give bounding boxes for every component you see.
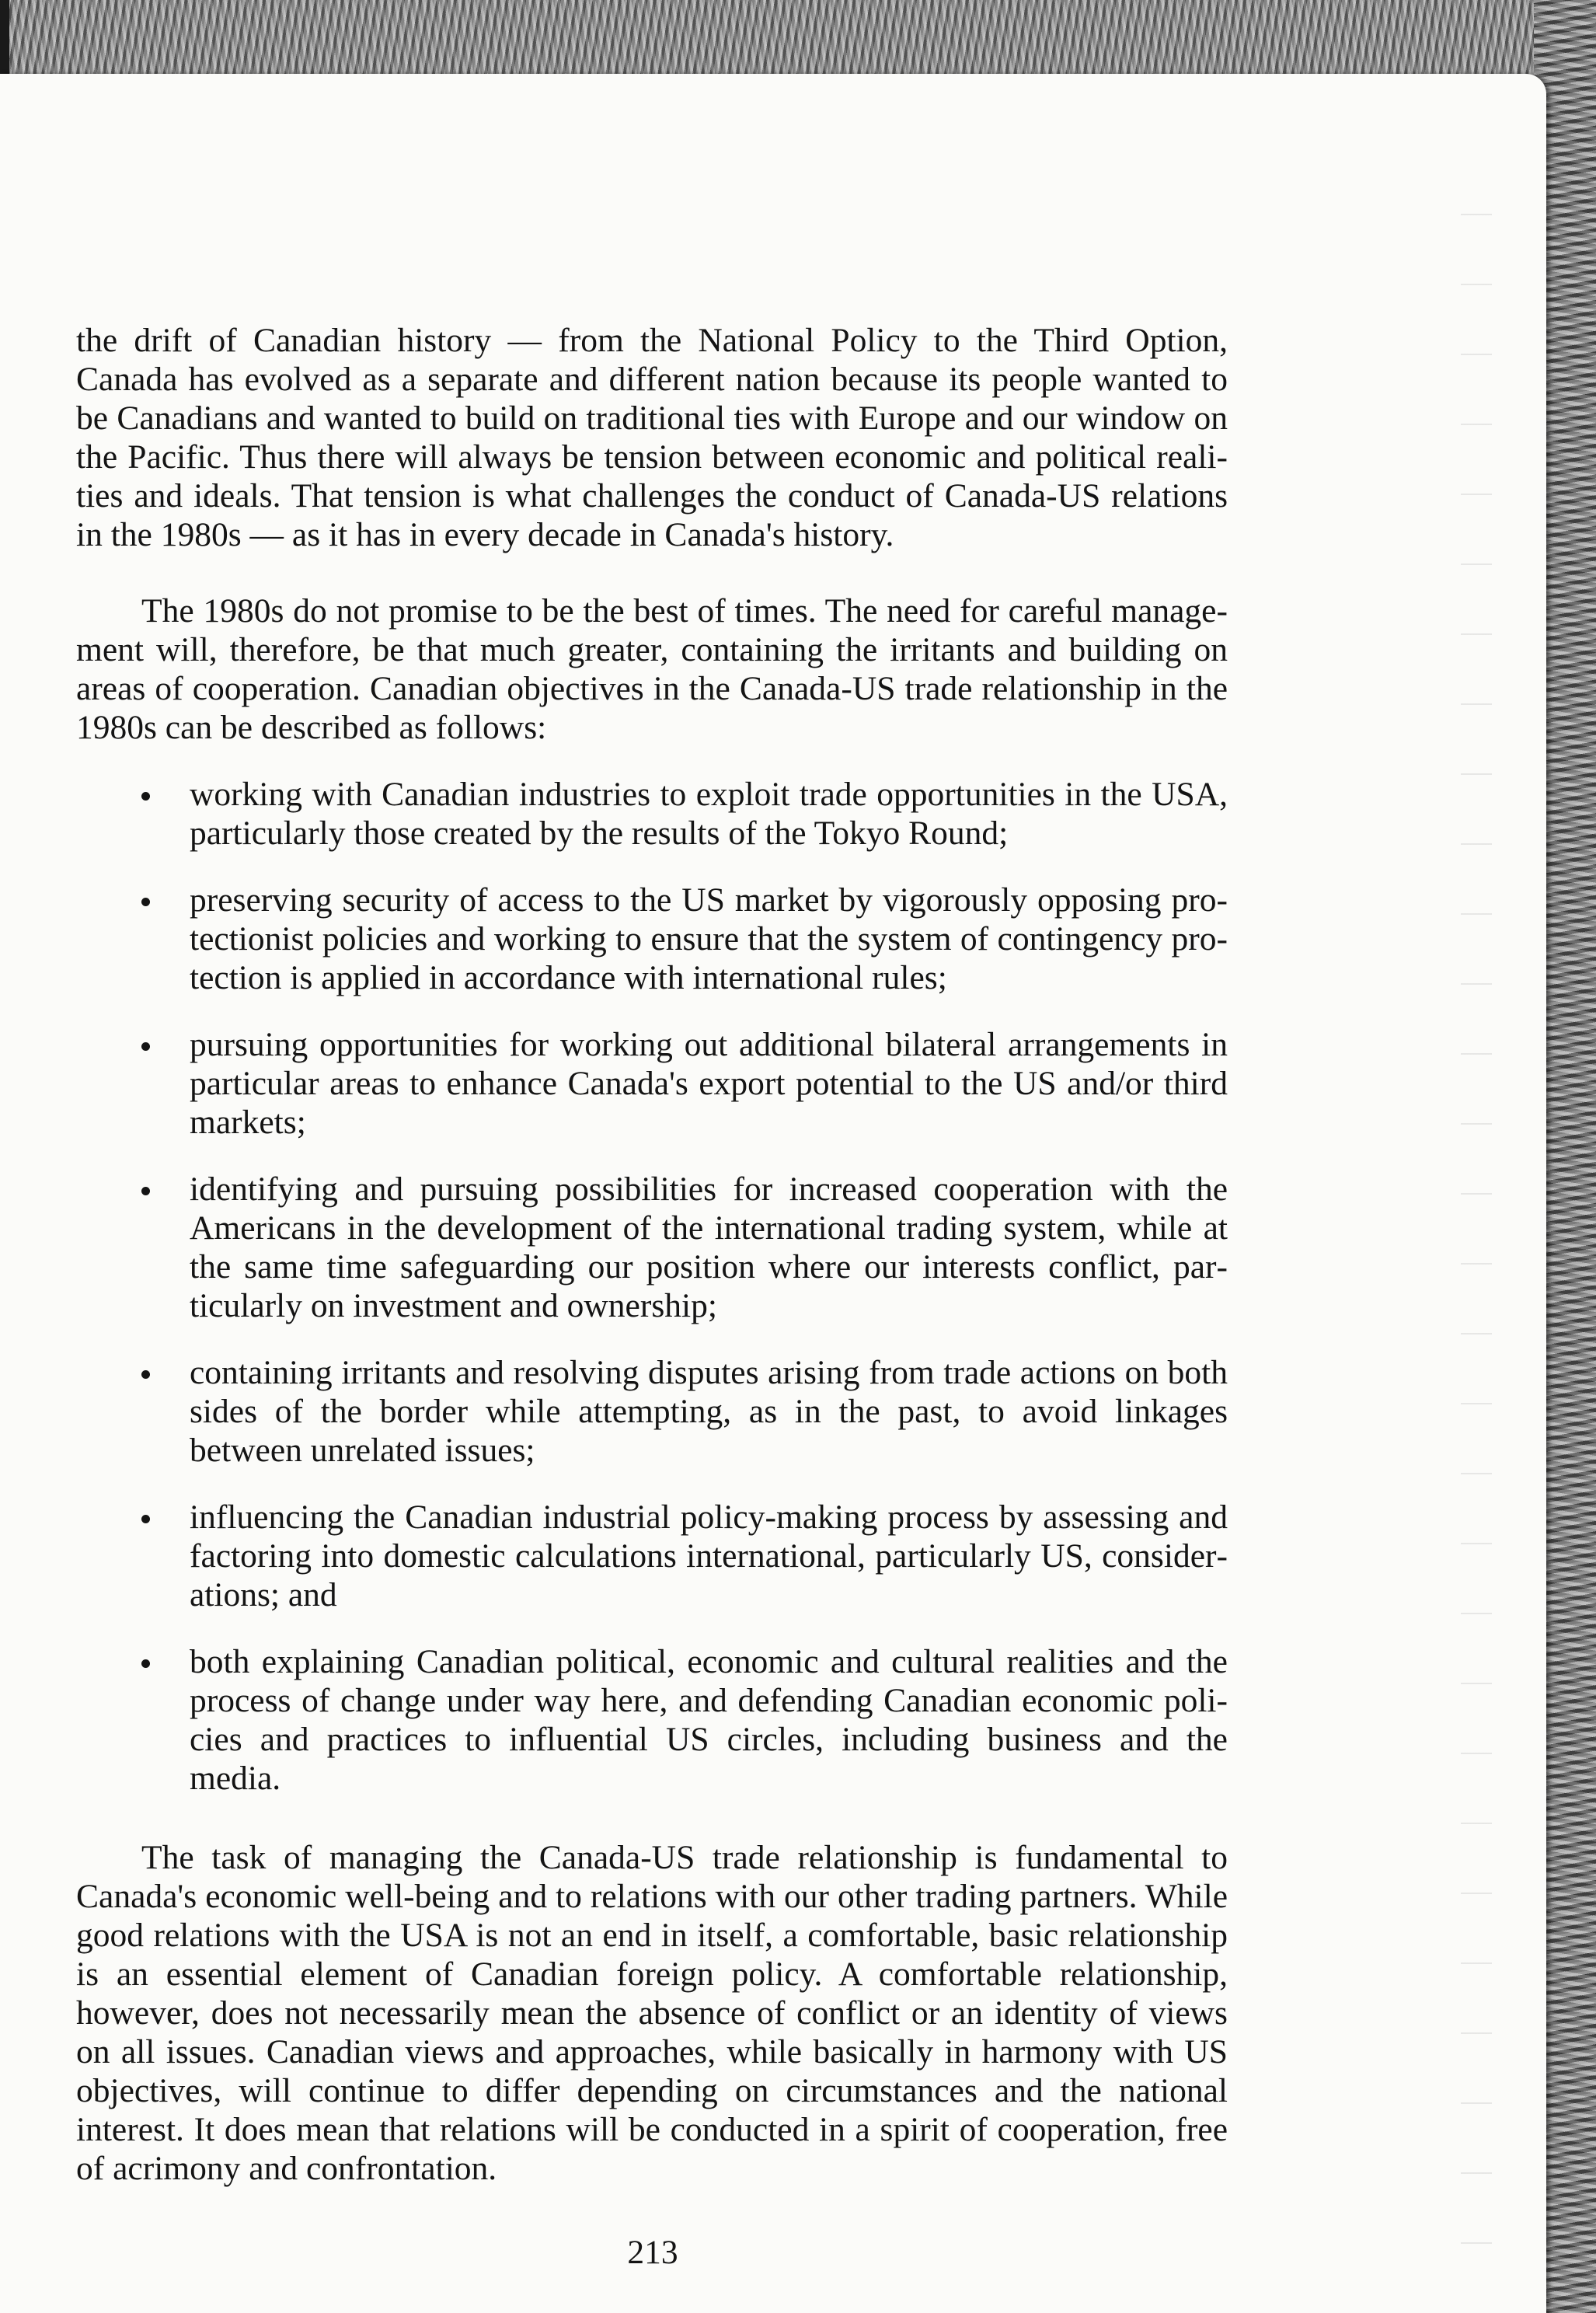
list-item-text: preserving security of access to the US market by vigorously opposing protectionist policies and working to ensure that the system of contingency protection is applied in accordance with international rules; xyxy=(190,881,1228,996)
bullet-icon xyxy=(141,792,150,801)
document-page xyxy=(0,74,1546,2313)
scan-border-left xyxy=(0,0,9,85)
bullet-icon xyxy=(141,1187,150,1195)
bullet-icon xyxy=(141,1370,150,1379)
list-item xyxy=(76,1353,1228,1470)
paragraph-objectives-intro: The 1980s do not promise to be the best of times. The need for careful management will, therefore, be that much greater, containing the irritants and building on areas of cooperation. Canadian objectives in the Canada-US trade relationship in the 1980s can be described as follows: xyxy=(76,592,1228,746)
list-item-text: working with Canadian industries to exploit trade opportunities in the USA, particularly those created by the results of the Tokyo Round; xyxy=(190,776,1228,852)
bullet-icon xyxy=(141,898,150,906)
objectives-list xyxy=(76,775,1228,1826)
bullet-icon xyxy=(141,1515,150,1523)
list-item xyxy=(76,1498,1228,1614)
list-item xyxy=(76,1170,1228,1325)
list-item-text: pursuing opportunities for working out additional bilateral arrangements in particular areas to enhance Canada's export potential to the US and/or third markets; xyxy=(190,1026,1228,1141)
page-number: 213 xyxy=(627,2234,678,2271)
list-item xyxy=(76,1642,1228,1798)
paragraph-intro: the drift of Canadian history — from the National Policy to the Third Option, Canada has evolved as a separate and different nation because its people wanted to be Canadians and wanted to build on traditional ties with Europe and our window on the Pacific. Thus there will always be tension between economic and political realities and ideals. That tension is what challenges the conduct of Canada-US relations in the 1980s — as it has in every decade in Canada's history. xyxy=(76,322,1228,553)
list-item-text: identifying and pursuing possibilities for increased cooperation with the Americans in the development of the international trading system, while at the same time safeguarding our position where our interests conflict, particularly on investment and ownership; xyxy=(190,1170,1228,1324)
bullet-icon xyxy=(141,1659,150,1668)
list-item-text: containing irritants and resolving disputes arising from trade actions on both sides of the border while attempting, as in the past, to avoid linkages between unrelated issues; xyxy=(190,1354,1228,1469)
page-gutter xyxy=(1461,183,1492,2281)
list-item xyxy=(76,775,1228,853)
list-item xyxy=(76,1025,1228,1142)
scan-border-top xyxy=(0,0,1596,85)
list-item-text: both explaining Canadian political, economic and cultural realities and the process of change under way here, and defending Canadian economic policies and practices to influential US circles, including business and the media. xyxy=(190,1643,1228,1797)
paragraph-conclusion: The task of managing the Canada-US trade relationship is fundamental to Canada's economic well-being and to relations with our other trading partners. While good relations with the USA is not an end in itself, a comfortable, basic relationship is an essential element of Canadian foreign policy. A comfortable relationship, however, does not necessarily mean the absence of conflict or an identity of views on all issues. Canadian views and approaches, while basically in harmony with US objectives, will continue to differ depending on circumstances and the national interest. It does mean that relations will be conducted in a spirit of cooperation, free of acrimony and confrontation. xyxy=(76,1839,1228,2187)
list-item xyxy=(76,881,1228,997)
list-item-text: influencing the Canadian industrial policy-making process by assessing and factoring into domestic calculations international, particularly US, considerations; and xyxy=(190,1498,1228,1614)
bullet-icon xyxy=(141,1042,150,1051)
